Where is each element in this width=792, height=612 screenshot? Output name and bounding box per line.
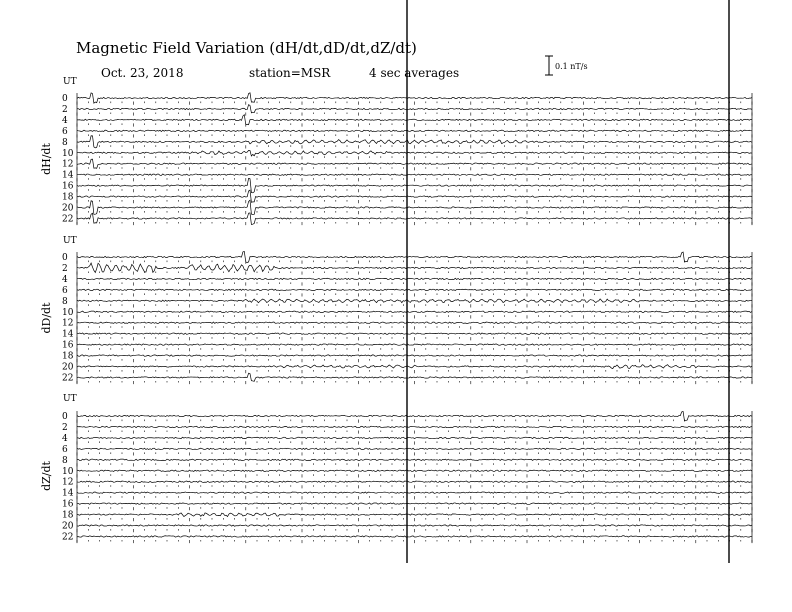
trace-row [77, 130, 752, 131]
time-ticks [77, 452, 752, 455]
time-ticks [77, 496, 752, 499]
hour-label: 18 [62, 351, 74, 362]
time-ticks [77, 540, 752, 543]
trace-row [77, 525, 752, 526]
trace-row [77, 289, 752, 290]
trace-row [77, 344, 752, 345]
hour-label: 14 [62, 488, 74, 499]
hour-label: 6 [62, 444, 68, 455]
hour-label: 14 [62, 329, 74, 340]
time-ticks [77, 507, 752, 510]
time-ticks [77, 474, 752, 477]
ut-label: UT [63, 77, 77, 87]
time-ticks [77, 529, 752, 532]
time-ticks [77, 167, 752, 170]
ut-label: UT [63, 236, 77, 246]
trace-row [77, 278, 752, 279]
trace-row [77, 333, 752, 334]
time-ticks [77, 145, 752, 148]
trace-row [77, 105, 752, 113]
trace-row [77, 311, 752, 312]
trace-row [77, 437, 752, 438]
time-ticks [77, 200, 752, 203]
trace-row [77, 322, 752, 323]
hour-label: 14 [62, 170, 74, 181]
panel-ylabel-dd-dt: dD/dt [40, 302, 53, 334]
hour-label: 12 [62, 318, 74, 329]
trace-row [77, 513, 752, 517]
trace-row [77, 263, 752, 272]
scale-label: 0.1 nT/s [555, 62, 588, 71]
hour-label: 16 [62, 181, 74, 192]
time-ticks [77, 178, 752, 181]
trace-row [77, 503, 752, 504]
hour-label: 2 [62, 422, 68, 433]
hour-label: 12 [62, 477, 74, 488]
trace-row [77, 174, 752, 175]
hour-label: 18 [62, 510, 74, 521]
trace-row [77, 365, 752, 369]
ut-label: UT [63, 394, 77, 404]
time-ticks [77, 518, 752, 521]
time-ticks [77, 485, 752, 488]
hour-label: 6 [62, 126, 68, 137]
trace-row [77, 470, 752, 471]
hour-label: 16 [62, 499, 74, 510]
hour-label: 22 [62, 214, 74, 225]
hour-label: 18 [62, 192, 74, 203]
time-ticks [77, 211, 752, 214]
hour-label: 0 [62, 94, 68, 104]
hour-label: 0 [62, 412, 68, 422]
time-ticks [77, 282, 752, 285]
panel-dh-dt [40, 77, 752, 225]
trace-row [77, 426, 752, 427]
time-ticks [77, 261, 752, 264]
trace-row [77, 448, 752, 449]
panel-dd-dt [40, 236, 752, 384]
trace-row [77, 536, 752, 537]
trace-row [77, 481, 752, 482]
hour-label: 4 [62, 115, 68, 126]
chart-station: station=MSR [249, 66, 331, 80]
chart-title: Magnetic Field Variation (dH/dt,dD/dt,dZ/dt) [76, 39, 417, 57]
hour-label: 4 [62, 274, 68, 285]
time-ticks [77, 463, 752, 466]
chart-date: Oct. 23, 2018 [101, 66, 184, 80]
trace-row [77, 159, 752, 168]
time-ticks [77, 293, 752, 296]
hour-label: 8 [62, 296, 68, 307]
panel-dz-dt [40, 394, 752, 543]
trace-row [77, 459, 752, 460]
hour-label: 12 [62, 159, 74, 170]
time-ticks [77, 271, 752, 274]
time-ticks [77, 337, 752, 340]
hour-label: 20 [62, 362, 74, 373]
time-ticks [77, 370, 752, 373]
hour-label: 4 [62, 433, 68, 444]
hour-label: 22 [62, 532, 74, 543]
hour-label: 2 [62, 263, 68, 274]
panel-ylabel-dh-dt: dH/dt [40, 143, 53, 175]
hour-label: 10 [62, 466, 74, 477]
hour-label: 20 [62, 203, 74, 214]
time-ticks [77, 156, 752, 159]
hour-label: 22 [62, 373, 74, 384]
time-ticks [77, 189, 752, 192]
hour-label: 10 [62, 148, 74, 159]
time-ticks [77, 381, 752, 384]
hour-label: 8 [62, 455, 68, 466]
scale-bar [545, 56, 588, 75]
trace-row [77, 492, 752, 493]
time-ticks [77, 420, 752, 423]
panel-ylabel-dz-dt: dZ/dt [40, 461, 53, 491]
time-ticks [77, 102, 752, 105]
hour-label: 0 [62, 253, 68, 263]
time-ticks [77, 304, 752, 307]
trace-row [77, 299, 752, 303]
hour-label: 10 [62, 307, 74, 318]
trace-row [77, 373, 752, 381]
time-ticks [77, 123, 752, 126]
hour-label: 6 [62, 285, 68, 296]
time-ticks [77, 112, 752, 115]
trace-row [77, 150, 752, 156]
time-ticks [77, 441, 752, 444]
hour-label: 2 [62, 104, 68, 115]
time-ticks [77, 315, 752, 318]
time-ticks [77, 359, 752, 362]
chart-averaging: 4 sec averages [369, 66, 460, 80]
time-ticks [77, 430, 752, 433]
trace-row [77, 115, 752, 125]
time-ticks [77, 134, 752, 137]
hour-label: 20 [62, 521, 74, 532]
hour-label: 16 [62, 340, 74, 351]
time-ticks [77, 326, 752, 329]
trace-row [77, 355, 752, 356]
time-ticks [77, 222, 752, 225]
hour-label: 8 [62, 137, 68, 148]
time-ticks [77, 348, 752, 351]
